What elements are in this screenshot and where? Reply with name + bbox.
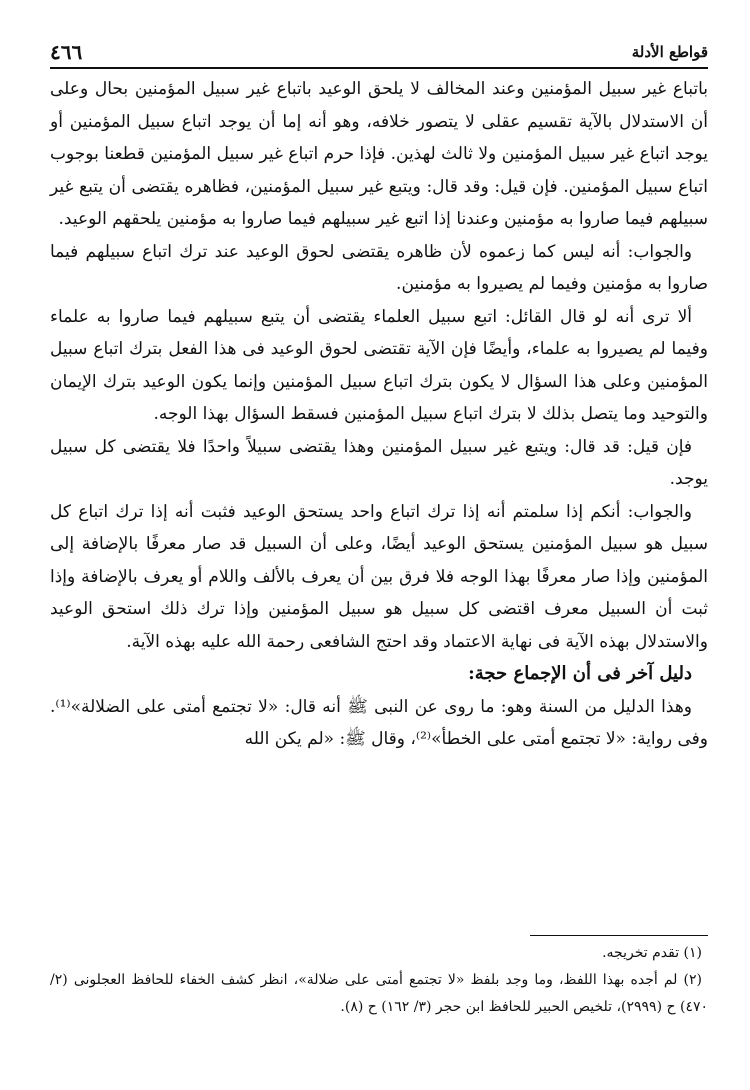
running-title: قواطع الأدلة: [631, 43, 708, 61]
book-page: [50, 0, 708, 1090]
paragraph-4: فإن قيل: قد قال: ويتبع غير سبيل المؤمنين وهذا يقتضى سبيلاً واحدًا فلا يقتضى كل سبيل يوجد.: [50, 436, 708, 489]
page-number: ٤٦٦: [50, 40, 83, 64]
footnotes: [50, 940, 708, 1021]
footnote-1: (١) تقدم تخريجه.: [602, 945, 702, 961]
closing-paragraph: وهذا الدليل من السنة وهو: ما روى عن النبى ﷺ أنه قال: «لا تجتمع أمتى على الضلالة»⁽¹⁾. وفى رواية: «لا تجتمع أمتى على الخطأ»⁽²⁾، وقال ﷺ: «لم يكن الله: [50, 696, 708, 749]
header-rule: [50, 67, 708, 69]
section-heading: دليل آخر فى أن الإجماع حجة:: [468, 663, 692, 684]
footnote-rule: [530, 935, 708, 936]
paragraph-2: والجواب: أنه ليس كما زعموه لأن ظاهره يقتضى لحوق الوعيد عند ترك اتباع سبيلهم فيما صاروا به مؤمنين وفيما لم يصيروا به مؤمنين.: [50, 241, 708, 294]
paragraph-3: ألا ترى أنه لو قال القائل: اتبع سبيل العلماء يقتضى أن يتبع سبيلهم فيما صاروا به علماء وفيما لم يصيروا به علماء، وأيضًا فإن الآية تقتضى لحوق الوعيد فى هذا الفعل بترك اتباع سبيل المؤمنين وعلى هذا السؤال لا يكون بترك اتباع سبيل المؤمنين وإنما يكون الوعيد بترك الإيمان والتوحيد وما يتصل بذلك لا بترك اتباع سبيل المؤمنين فسقط السؤال بهذا الوجه.: [50, 306, 708, 424]
body-text: [50, 73, 708, 756]
paragraph-5: والجواب: أنكم إذا سلمتم أنه إذا ترك اتباع واحد يستحق الوعيد فثبت أنه إذا ترك اتباع كل سبيل هو سبيل المؤمنين يستحق الوعيد أيضًا، وعلى أن السبيل قد صار معرفًا بالإضافة إلى المؤمنين وإذا صار معرفًا بهذا الوجه فلا فرق بين أن يعرف بالألف واللام أو يعرف بالإضافة وإذا ثبت أن السبيل معرف اقتضى كل سبيل هو سبيل المؤمنين وإذا ترك ذلك استحق الوعيد والاستدلال بهذه الآية فى نهاية الاعتماد وقد احتج الشافعى رحمة الله عليه بهذه الآية.: [50, 501, 708, 652]
running-header: [50, 40, 708, 64]
footnote-2: (٢) لم أجده بهذا اللفظ، وما وجد بلفظ «لا تجتمع أمتى على ضلالة»، انظر كشف الخفاء للحافظ العجلونى (٢/ ٤٧٠) ح (٢٩٩٩)، تلخيص الحبير للحافظ ابن حجر (٣/ ١٦٢) ح (٨).: [50, 972, 708, 1015]
paragraph-1: باتباع غير سبيل المؤمنين وعند المخالف لا يلحق الوعيد باتباع غير سبيل المؤمنين بحال وعلى أن الاستدلال بالآية تقسيم عقلى لا يتصور خلافه، وهو أنه إما أن يوجد اتباع سبيل المؤمنين أو يوجد اتباع غير سبيل المؤمنين ولا ثالث لهذين. فإذا حرم اتباع غير سبيل المؤمنين قطعنا بوجوب اتباع سبيل المؤمنين. فإن قيل: وقد قال: ويتبع غير سبيل المؤمنين، فظاهره يقتضى أن يتبع غير سبيلهم فيما صاروا به مؤمنين وعندنا إذا اتبع غير سبيلهم فيما صاروا به مؤمنين يلحقهم الوعيد.: [50, 79, 708, 229]
